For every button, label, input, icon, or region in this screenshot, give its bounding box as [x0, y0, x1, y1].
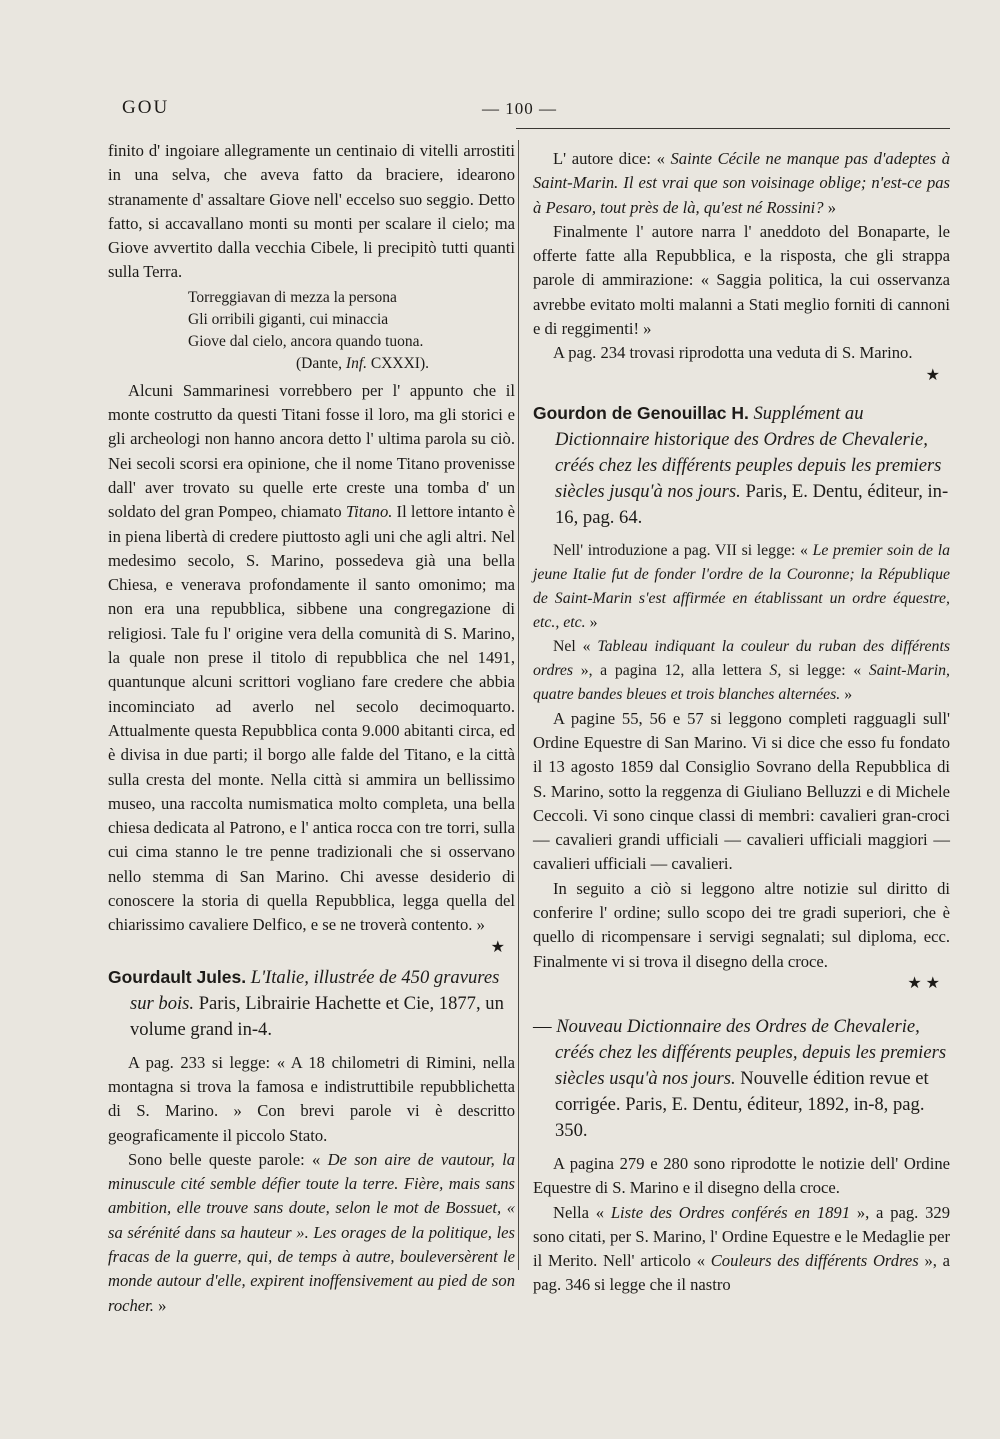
verse-source-italic: Inf. [345, 354, 368, 372]
paragraph [533, 1201, 950, 1298]
entry-author: Gourdault Jules. [108, 966, 247, 987]
entry-publication: Paris, E. Dentu, éditeur, in-16, pag. 64. [555, 480, 949, 528]
entry-publication: Paris, Librairie Hachette et Cie, 1877, un volume grand in-4. [130, 992, 504, 1040]
verse-line: Gli orribili giganti, cui minaccia [188, 310, 389, 328]
spacer [533, 531, 950, 539]
spacer [533, 994, 950, 1008]
italic-letter: S, [769, 661, 782, 679]
verse-line: Torreggiavan di mezza la persona [188, 288, 397, 306]
header-rule [516, 128, 950, 129]
verse-quote [188, 287, 515, 375]
bibliography-entry [533, 1014, 950, 1144]
entry-title: Supplément au Dictionnaire historique des Ordres de Chevalerie, créés chez les différents peuples depuis les premiers siècles jusqu'à nos jours. [555, 402, 942, 502]
italic-quote: Sainte Cécile ne manque pas d'adeptes à Saint-Marin. Il est vrai que son voisinage oblige; n'est-ce pas à Pesaro, tout près de là, qu'est né Rossini? [533, 149, 950, 217]
paragraph: In seguito a ciò si leggono altre notizie sul diritto di conferire l' ordine; sullo scopo dei tre gradi superiori, che è quello di ricompensare i servigi segnalati; sul diploma, ecc. Finalmente vi si trova il disegno della croce. [533, 878, 950, 971]
paragraph: A pag. 233 si legge: « A 18 chilometri di Rimini, nella montagna si trova la famosa e indistruttibile repubblichetta di S. Marino. » Con brevi parole vi è descritto geograficamente il piccolo Stato. [108, 1052, 515, 1145]
italic-quote: Saint-Marin, quatre bandes bleues et trois blanches alternées. [533, 661, 950, 703]
verse-source-text: CXXXI). [367, 354, 430, 372]
paragraph: A pagine 55, 56 e 57 si leggono completi ragguagli sull' Ordine Equestre di San Marino. Vi si dice che esso fu fondato il 13 agosto 1859 dal Consiglio Sovrano della Repubblica di S. Marino, sotto la reggenza di Giuliano Belluzzi e di Michele Ceccoli. Vi sono cinque classi di membri: cavalieri gran-croci — cavalieri grandi ufficiali — cavalieri ufficiali maggiori — cavalieri ufficiali — cavalieri. [533, 708, 950, 874]
text: Nell' introduzione a pag. VII si legge: « [553, 541, 813, 559]
paragraph: Finalmente l' autore narra l' aneddoto del Bonaparte, le offerte fatte alla Repubblica, e la risposta, che gli strappa parole di ammirazione: « Saggia politica, la cui osservanza avrebbe evitato molti malanni a Stati meglio forniti di cannoni e di reggimenti! » [533, 221, 950, 339]
paragraph [533, 635, 950, 707]
text: Alcuni Sammarinesi vorrebbero per l' appunto che il monte costrutto da questi Titani fosse il loro, ma gli storici e gli archeologi non hanno ancora detto l' ultima parola su ciò. Nei secoli scorsi era opinione, che il nome Titano provenisse dall' aver trovato su quelle erte creste una tomba d' un soldato del gran Pompeo, chiamato [108, 380, 515, 522]
left-column [108, 139, 515, 1318]
column-divider [518, 140, 519, 1270]
bibliography-entry [533, 400, 950, 531]
right-column [533, 147, 950, 1298]
italic-quote: Liste des Ordres conférés en 1891 [610, 1202, 851, 1222]
text: » [585, 613, 598, 631]
text: Sono belle queste parole: « [128, 1149, 328, 1169]
italic-quote: Tableau indiquant la couleur du ruban des différents ordres [533, 637, 950, 679]
paragraph [108, 1148, 515, 1318]
paragraph: A pag. 234 trovasi riprodotta una veduta di S. Marino. [553, 343, 913, 363]
text: Il lettore intanto è in piena libertà di credere piuttosto agli uni che agli altri. Nel medesimo secolo, S. Marino, possedeva già una bella Chiesa, e venerava profondamente il santo omonimo; ma non era una repubblica, sibbene una congregazione di religiosi. Tale fu l' origine vera della comunità di S. Marino, la quale non prese il titolo di repubblica che nel 1491, quantunque alcuni scrittori vogliano fare credere che abbia incominciato ad averlo nel secolo decimoquarto. Attualmente questa Repubblica conta 9.000 abitanti circa, ed è divisa in due parti; il borgo alle falde del Titano, e la città sulla cresta del monte. Nella città si ammira un bellissimo museo, una raccolta numismatica molto completa, una bella chiesa dedicata al Patrono, e l' antica rocca con tre torri, sulla cui cima stanno le tre penne tradizionali che si osservano nello stemma di San Marino. Chi avesse desiderio di conoscere la storia di quella Repubblica, legga quella del chiarissimo cavaliere Delfico, e se ne troverà contento. » [108, 502, 515, 935]
text: si legge: « [781, 661, 869, 679]
running-head: GOU [122, 97, 170, 118]
text: » [823, 197, 836, 217]
italic-text: Titano. [345, 502, 393, 522]
italic-quote: Le premier soin de la jeune Italie fut de fonder l'ordre de la Couronne; la République de Saint-Marin s'est affirmée en établissant un ordre équestre, etc., etc. [533, 541, 950, 631]
text: » [153, 1295, 167, 1315]
entry-publication: Nouvelle édition revue et corrigée. Paris, E. Dentu, éditeur, 1892, in-8, pag. 350. [555, 1067, 929, 1141]
paragraph [533, 539, 950, 635]
text: Nella « [553, 1202, 611, 1222]
star-ornament: ★ [490, 938, 505, 956]
entry-dash: — [533, 1015, 557, 1037]
star-ornament: ★ ★ [907, 974, 940, 992]
verse-line: Giove dal cielo, ancora quando tuona. [188, 332, 424, 350]
paragraph: A pagina 279 e 280 sono riprodotte le notizie dell' Ordine Equestre di S. Marino e il disegno della croce. [533, 1153, 950, 1198]
text: », a pag. 346 si legge che il nastro [533, 1251, 951, 1295]
text: », a pagina 12, alla lettera [573, 661, 770, 679]
spacer [533, 386, 950, 394]
entry-author: Gourdon de Genouillac H. [533, 402, 749, 423]
text: Nel « [553, 637, 598, 655]
verse-source-text: (Dante, [296, 354, 346, 372]
paragraph [533, 147, 950, 220]
page-number: — 100 — [482, 99, 557, 118]
star-ornament: ★ [925, 366, 940, 384]
italic-quote: Couleurs des différents Ordres [710, 1251, 919, 1271]
text: » [840, 685, 853, 703]
verse-source [188, 353, 515, 375]
entry-title: Nouveau Dictionnaire des Ordres de Chevalerie, créés chez les différents peuples, depuis les premiers siècles usqu'à nos jours. [555, 1015, 947, 1089]
italic-quote: De son aire de vautour, la minuscule cité semble défier toute la terre. Fière, mais sans ambition, elle trouve sans doute, selon le mot de Bossuet, « sa sérénité dans sa hauteur ». Les orages de la politique, les fracas de la guerre, qui, de temps à autre, bouleversèrent le monde autour d'elle, expirent inoffensivement au pied de son rocher. [108, 1149, 515, 1315]
entry-title: L'Italie, illustrée de 450 gravures sur bois. [130, 966, 500, 1014]
spacer [533, 1144, 950, 1152]
bibliography-entry [108, 964, 515, 1043]
text: », a pag. 329 sono citati, per S. Marino, l' Ordine Equestre e le Medaglie per il Merito. Nell' articolo « [533, 1202, 951, 1271]
text: L' autore dice: « [553, 149, 671, 168]
paragraph: finito d' ingoiare allegramente un centinaio di vitelli arrostiti in una selva, che aveva fatto da braciere, idearono stranamente d' assaltare Giove nell' eccelso suo seggio. Detto fatto, si accavallano monti su monti per scalare il cielo; ma Giove avvertito dalla vecchia Cibele, li precipitò tutti quanti sulla Terra. [108, 141, 515, 282]
paragraph [108, 379, 515, 938]
spacer [108, 1043, 515, 1051]
